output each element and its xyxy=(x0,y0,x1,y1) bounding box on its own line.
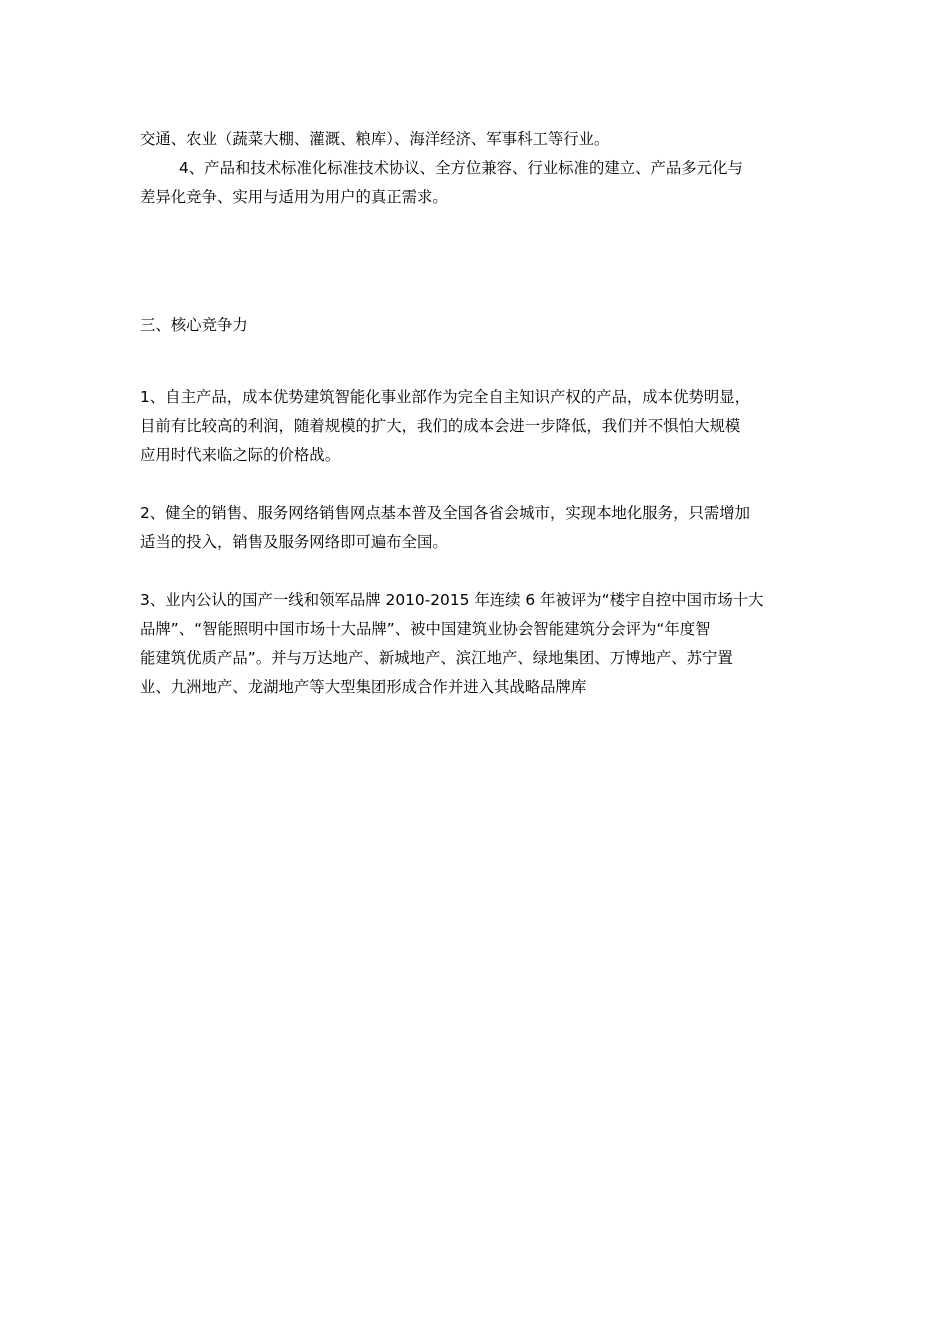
paragraph-line: 能建筑优质产品”。并与万达地产、新城地产、滨江地产、绿地集团、万博地产、苏宁置 xyxy=(140,649,733,667)
paragraph-line: 目前有比较高的利润，随着规模的扩大，我们的成本会进一步降低，我们并不惧怕大规模 xyxy=(140,417,741,435)
paragraph-line: 品牌”、“智能照明中国市场十大品牌”、被中国建筑业协会智能建筑分会评为“年度智 xyxy=(140,620,711,638)
paragraph-line: 1、自主产品，成本优势建筑智能化事业部作为完全自主知识产权的产品，成本优势明显， xyxy=(140,388,751,406)
paragraph-line: 3、业内公认的国产一线和领军品牌 2010-2015 年连续 6 年被评为“楼宇自控中国市场十大 xyxy=(140,591,764,609)
paragraph-line: 2、健全的销售、服务网络销售网点基本普及全国各省会城市，实现本地化服务，只需增加 xyxy=(140,504,751,522)
section-heading xyxy=(140,311,820,340)
paragraph-line: 交通、农业（蔬菜大棚、灌溉、粮库）、海洋经济、军事科工等行业。 xyxy=(140,130,610,148)
list-item-1 xyxy=(140,383,820,470)
paragraph-continuation xyxy=(140,125,820,154)
paragraph-line: 4、产品和技术标准化标准技术协议、全方位兼容、行业标准的建立、产品多元化与 xyxy=(179,159,743,177)
paragraph-line: 差异化竞争、实用与适用为用户的真正需求。 xyxy=(140,188,448,206)
list-item-2 xyxy=(140,499,820,557)
section-heading-text: 三、核心竞争力 xyxy=(140,316,248,334)
list-item-3 xyxy=(140,586,820,702)
paragraph-line: 应用时代来临之际的价格战。 xyxy=(140,446,341,464)
paragraph-point-4 xyxy=(140,154,820,212)
paragraph-line: 适当的投入，销售及服务网络即可遍布全国。 xyxy=(140,533,448,551)
paragraph-line: 业、九洲地产、龙湖地产等大型集团形成合作并进入其战略品牌库 xyxy=(140,678,587,696)
